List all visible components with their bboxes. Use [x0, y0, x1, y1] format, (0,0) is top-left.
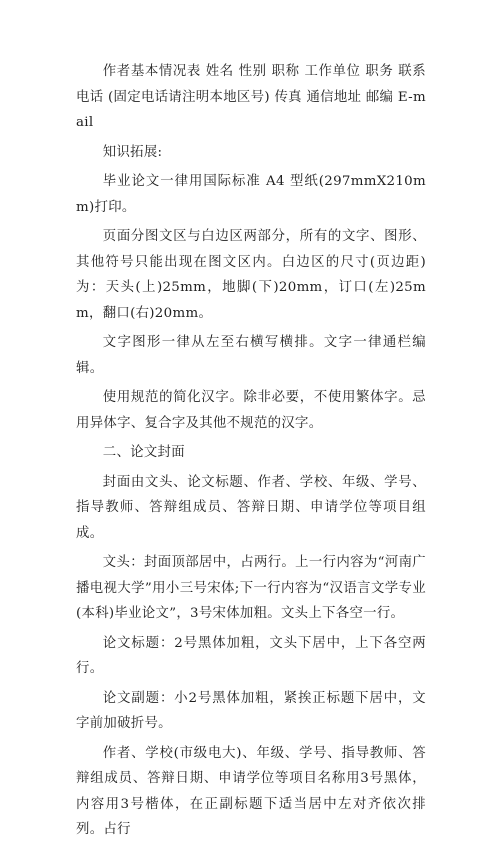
paragraph-page-margins: 页面分图文区与白边区两部分，所有的文字、图形、其他符号只能出现在图文区内。白边区的尺寸(页边距)为：天头(上)25mm，地脚(下)20mm，订口(左)25mm，翻口(右)20mm。: [76, 229, 426, 321]
paragraph-cover-composition: 封面由文头、论文标题、作者、学校、年级、学号、指导教师、答辩组成员、答辩日期、申请学位等项目组成。: [76, 474, 426, 541]
paragraph-simplified-characters: 使用规范的简化汉字。除非必要，不使用繁体字。忌用异体字、复合字及其他不规范的汉字。: [76, 390, 426, 431]
paragraph-cover-header: 文头：封面顶部居中，占两行。上一行内容为“河南广播电视大学”用小三号宋体;下一行内容为“汉语言文学专业(本科)毕业论文”，3号宋体加粗。文头上下各空一行。: [76, 555, 426, 621]
section-heading-cover: 二、论文封面: [102, 445, 185, 460]
paragraph-paper-size: 毕业论文一律用国际标准 A4 型纸(297mmX210mm)打印。: [76, 174, 426, 215]
paragraph-knowledge-extension-heading: 知识拓展:: [102, 144, 163, 160]
paragraph-cover-items: 作者、学校(市级电大)、年级、学号、指导教师、答辩组成员、答辩日期、申请学位等项目名称用3号黑体，内容用3号楷体，在正副标题下适当居中左对齐依次排列。占行: [76, 745, 426, 837]
paragraph-paper-title: 论文标题：2号黑体加粗，文头下居中，上下各空两行。: [76, 635, 426, 676]
paragraph-author-info-table: 作者基本情况表 姓名 性别 职称 工作单位 职务 联系电话 (固定电话请注明本地区号) 传真 通信地址 邮编 E-mail: [76, 64, 426, 130]
paragraph-text-direction: 文字图形一律从左至右横写横排。文字一律通栏编辑。: [76, 335, 426, 376]
document-body: [76, 59, 426, 843]
paragraph-paper-subtitle: 论文副题：小2号黑体加粗，紧挨正标题下居中，文字前加破折号。: [76, 690, 426, 731]
